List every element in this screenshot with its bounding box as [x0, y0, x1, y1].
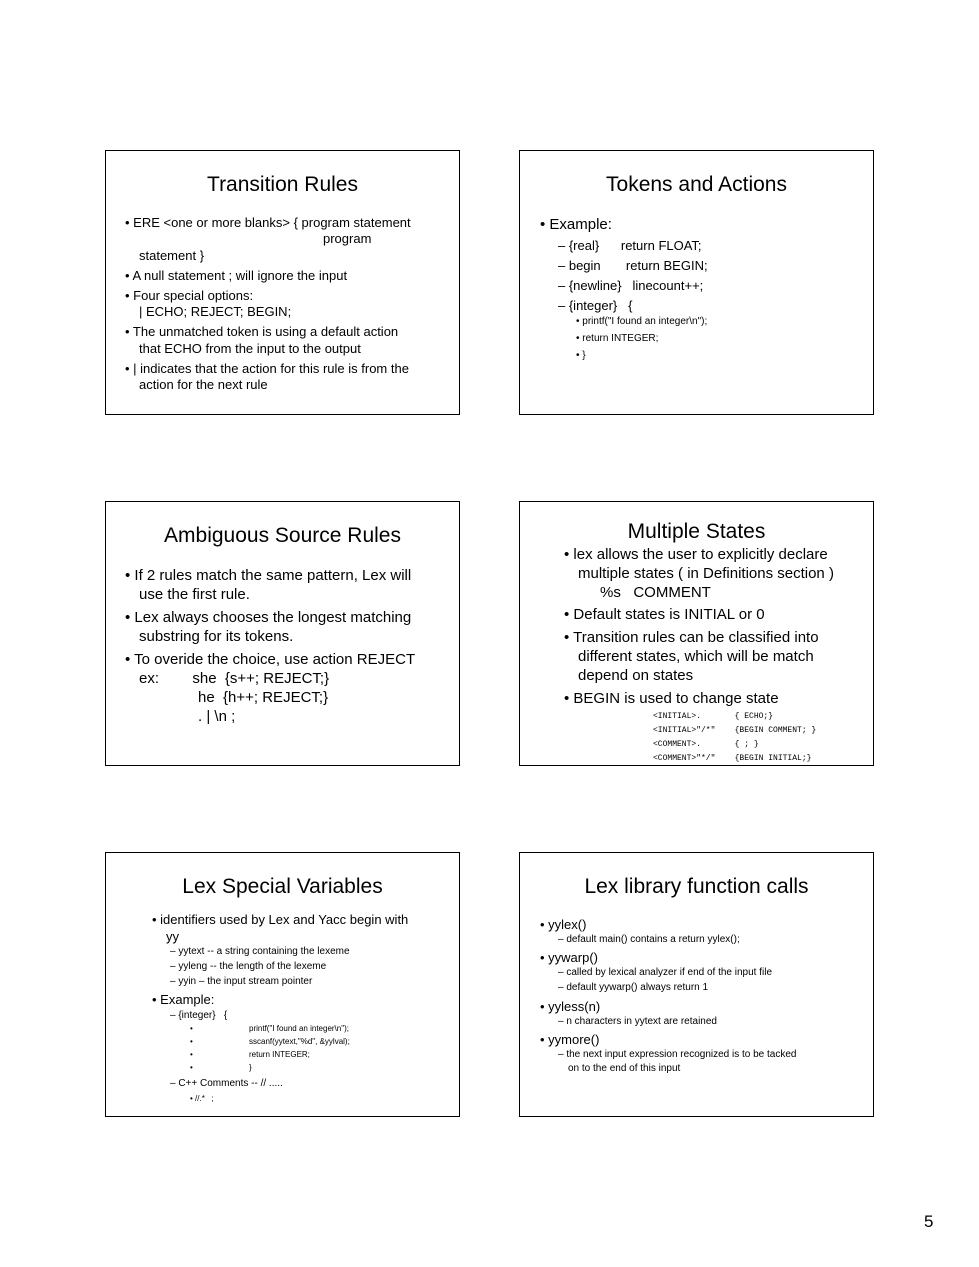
bullet-text: ex: she {s++; REJECT;} [139, 670, 330, 687]
bullet-marker: • [190, 1063, 193, 1072]
bullet-text: • ERE <one or more blanks> { program statement [125, 215, 411, 230]
slide-multiple-states [519, 501, 874, 766]
slide-title: Transition Rules [207, 173, 358, 196]
bullet-text: • printf("I found an integer\n"); [576, 316, 708, 327]
slide-title: Lex library function calls [584, 875, 809, 898]
bullet-text: • yymore() [540, 1032, 600, 1047]
slide-ambiguous-source-rules [105, 501, 460, 766]
bullet-text: • The unmatched token is using a default action [125, 324, 399, 339]
bullet-text: – n characters in yytext are retained [558, 1016, 717, 1027]
bullet-text: • //.* ; [190, 1094, 214, 1103]
bullet-text: on to the end of this input [568, 1063, 681, 1074]
code-line: <COMMENT>"*/" {BEGIN INITIAL;} [653, 754, 812, 763]
bullet-text: • BEGIN is used to change state [564, 690, 779, 707]
bullet-marker: • [190, 1037, 193, 1046]
slide-tokens-and-actions [519, 150, 874, 415]
bullet-text: – yyleng -- the length of the lexeme [170, 961, 327, 972]
bullet-text: • identifiers used by Lex and Yacc begin with [152, 912, 409, 927]
bullet-text: • } [576, 350, 586, 361]
bullet-text: multiple states ( in Definitions section ) [578, 565, 834, 582]
bullet-text: • return INTEGER; [576, 333, 659, 344]
slide-title: Ambiguous Source Rules [164, 524, 401, 547]
bullet-text: use the first rule. [139, 586, 250, 603]
bullet-text: . | \n ; [198, 708, 236, 725]
bullet-text: – default yywarp() always return 1 [558, 982, 709, 993]
bullet-text: – the next input expression recognized is to be tacked [558, 1049, 797, 1060]
bullet-text: • | indicates that the action for this rule is from the [125, 361, 409, 376]
page-number: 5 [924, 1212, 934, 1231]
bullet-text: that ECHO from the input to the output [139, 341, 361, 356]
code-line: <INITIAL>. { ECHO;} [653, 712, 774, 721]
slide-title: Lex Special Variables [182, 875, 383, 898]
code-line: } [249, 1063, 252, 1072]
bullet-text: | ECHO; REJECT; BEGIN; [139, 304, 292, 319]
bullet-text: • Example: [540, 216, 612, 233]
bullet-text: program [323, 231, 372, 246]
bullet-text: • Lex always chooses the longest matching [125, 609, 412, 626]
bullet-text: • yywarp() [540, 950, 598, 965]
bullet-text: action for the next rule [139, 377, 268, 392]
bullet-text: • lex allows the user to explicitly declare [564, 546, 828, 563]
bullet-text: depend on states [578, 667, 694, 684]
bullet-text: – {integer} { [558, 298, 633, 313]
bullet-text: • Four special options: [125, 288, 254, 303]
code-line: return INTEGER; [249, 1050, 310, 1059]
bullet-text: different states, which will be match [578, 648, 814, 665]
bullet-text: • Transition rules can be classified into [564, 629, 819, 646]
bullet-text: • yylex() [540, 917, 587, 932]
slide-title: Tokens and Actions [606, 173, 787, 196]
bullet-text: – yytext -- a string containing the lexeme [170, 946, 350, 957]
bullet-text: • To overide the choice, use action REJECT [125, 651, 416, 668]
bullet-marker: • [190, 1050, 193, 1059]
bullet-text: – {newline} linecount++; [558, 278, 704, 293]
slide-lex-special-variables [105, 852, 460, 1117]
bullet-marker: • [190, 1024, 193, 1033]
bullet-text: • Default states is INITIAL or 0 [564, 606, 765, 623]
bullet-text: • If 2 rules match the same pattern, Lex will [125, 567, 412, 584]
code-line: <INITIAL>"/*" {BEGIN COMMENT; } [653, 726, 817, 735]
code-line: printf("I found an integer\n"); [249, 1024, 349, 1033]
bullet-text: %s COMMENT [600, 584, 711, 601]
code-line: sscanf(yytext,"%d", &yylval); [249, 1037, 350, 1046]
bullet-text: • A null statement ; will ignore the input [125, 268, 348, 283]
bullet-text: • yyless(n) [540, 999, 601, 1014]
bullet-text: substring for its tokens. [139, 628, 294, 645]
bullet-text: yy [166, 929, 179, 944]
bullet-text: – begin return BEGIN; [558, 258, 708, 273]
bullet-text: – {integer} { [170, 1010, 228, 1021]
bullet-text: – {real} return FLOAT; [558, 238, 702, 253]
slide-title: Multiple States [627, 520, 766, 543]
slide-transition-rules [105, 150, 460, 415]
bullet-text: – C++ Comments -- // ..... [170, 1078, 283, 1089]
bullet-text: – called by lexical analyzer if end of the input file [558, 967, 773, 978]
bullet-text: – yyin – the input stream pointer [170, 976, 313, 987]
code-line: <COMMENT>. { ; } [653, 740, 759, 749]
bullet-text: statement } [139, 248, 205, 263]
bullet-text: – default main() contains a return yylex(); [558, 934, 740, 945]
bullet-text: • Example: [152, 992, 215, 1007]
slide-lex-library-function-calls [519, 852, 874, 1117]
bullet-text: he {h++; REJECT;} [198, 689, 329, 706]
